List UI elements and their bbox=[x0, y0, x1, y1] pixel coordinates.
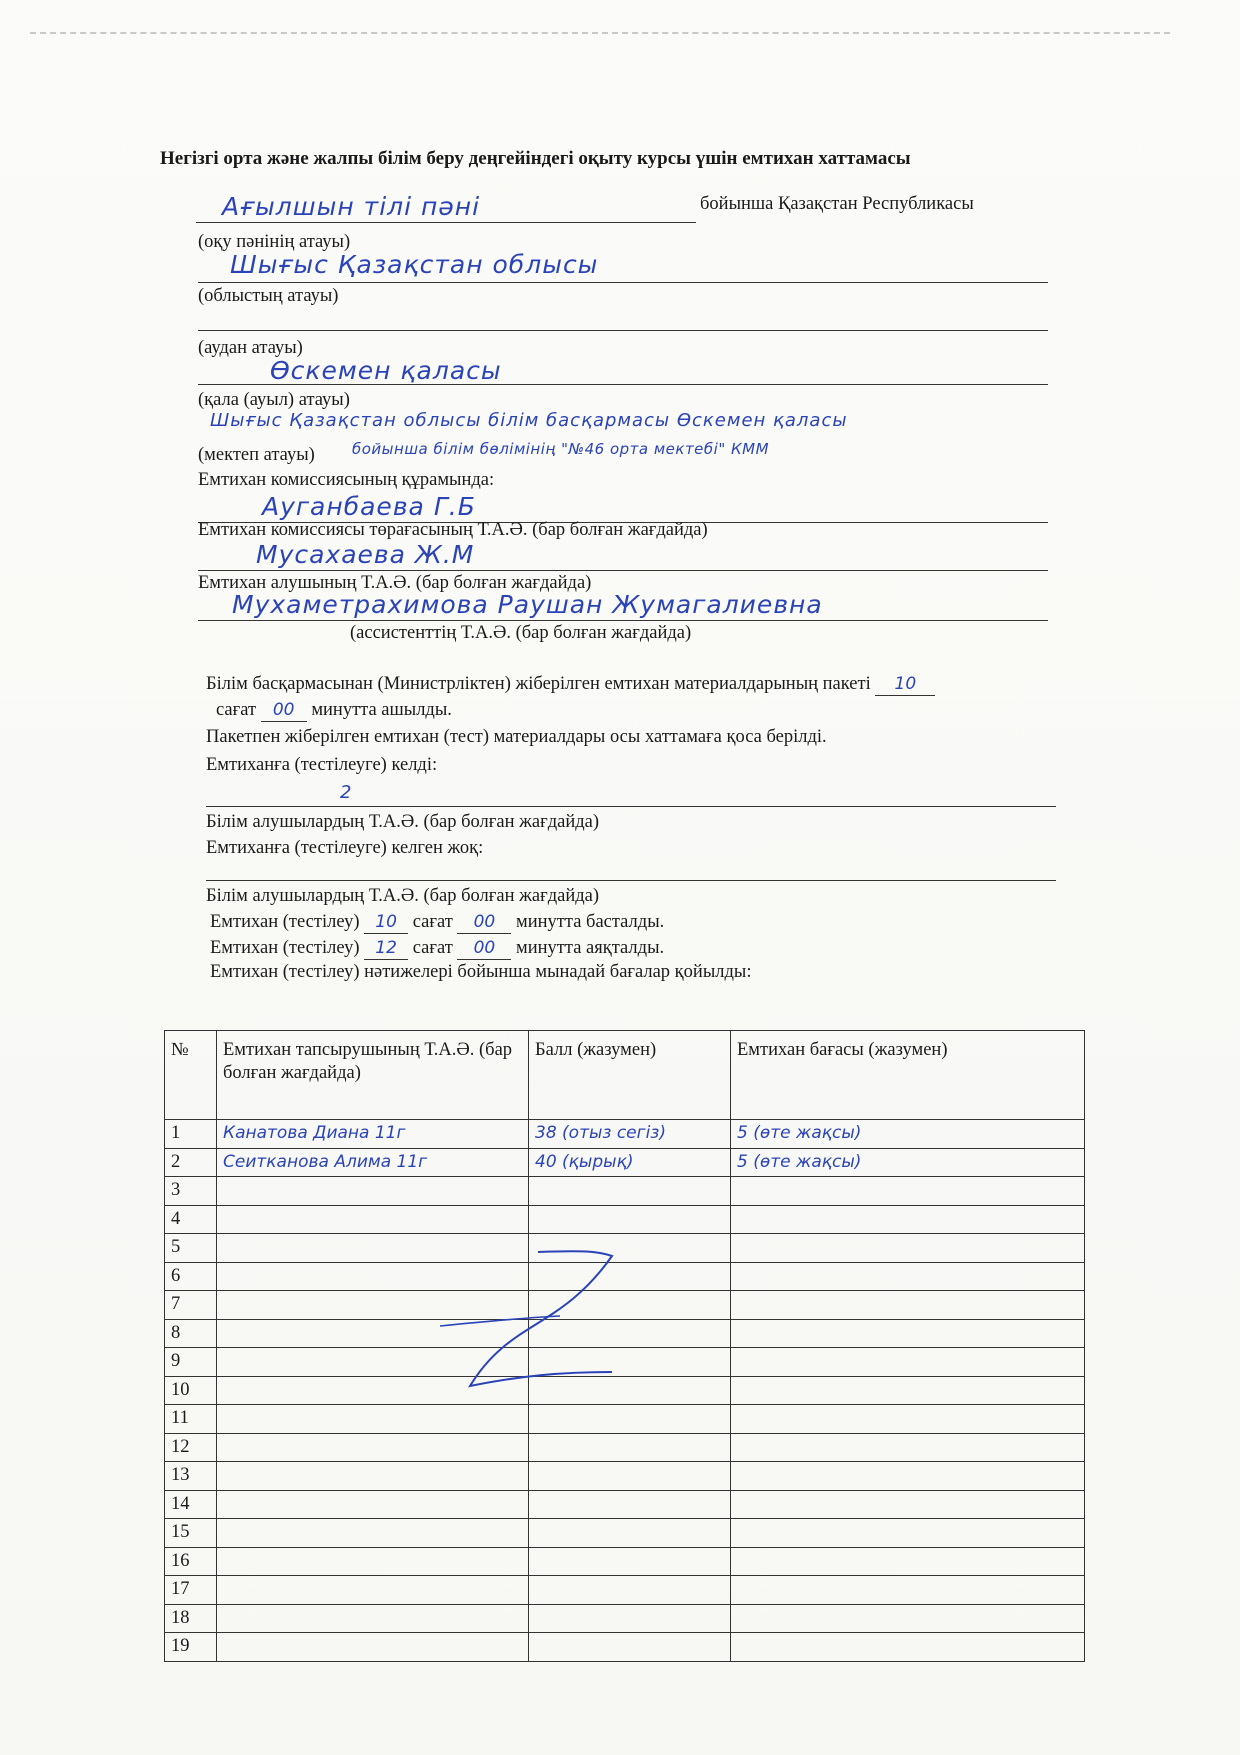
district-line bbox=[198, 330, 1048, 331]
city-handwritten: Өскемен қаласы bbox=[270, 356, 502, 385]
row-score bbox=[529, 1319, 731, 1348]
row-name bbox=[217, 1633, 529, 1662]
table-row bbox=[165, 1547, 1085, 1576]
row-name bbox=[217, 1262, 529, 1291]
start-sentence bbox=[210, 912, 664, 934]
row-number: 10 bbox=[165, 1376, 217, 1405]
city-line bbox=[198, 384, 1048, 385]
table-row bbox=[165, 1348, 1085, 1377]
row-grade bbox=[731, 1291, 1085, 1320]
table-row bbox=[165, 1376, 1085, 1405]
row-score bbox=[529, 1519, 731, 1548]
scan-edge-line bbox=[30, 32, 1170, 34]
table-row bbox=[165, 1433, 1085, 1462]
row-number: 12 bbox=[165, 1433, 217, 1462]
commission-label: Емтихан комиссиясының құрамында: bbox=[198, 470, 495, 490]
row-grade bbox=[731, 1376, 1085, 1405]
start-hour-field bbox=[364, 912, 408, 934]
absent-line bbox=[206, 880, 1056, 881]
row-score bbox=[529, 1576, 731, 1605]
row-score bbox=[529, 1234, 731, 1263]
row-name bbox=[217, 1291, 529, 1320]
row-number: 9 bbox=[165, 1348, 217, 1377]
row-grade bbox=[731, 1519, 1085, 1548]
row-name bbox=[217, 1405, 529, 1434]
package-hour-field bbox=[875, 674, 935, 696]
table-row bbox=[165, 1234, 1085, 1263]
row-number: 8 bbox=[165, 1319, 217, 1348]
subject-label: (оқу пәнінің атауы) bbox=[198, 232, 351, 252]
table-row bbox=[165, 1291, 1085, 1320]
row-number: 16 bbox=[165, 1547, 217, 1576]
header-number: № bbox=[165, 1031, 217, 1120]
row-number: 18 bbox=[165, 1604, 217, 1633]
package-minute: 00 bbox=[272, 700, 295, 720]
row-grade bbox=[731, 1576, 1085, 1605]
row-score bbox=[529, 1348, 731, 1377]
start-minute: 00 bbox=[473, 912, 496, 932]
came-names-label: Білім алушылардың Т.А.Ә. (бар болған жағдайда) bbox=[206, 812, 600, 832]
package-hour-word: сағат bbox=[216, 700, 257, 720]
package-minute-field bbox=[261, 700, 307, 722]
row-name bbox=[217, 1490, 529, 1519]
came-line bbox=[206, 806, 1056, 807]
row-grade bbox=[731, 1490, 1085, 1519]
school-handwritten-line2: бойынша білім бөлімінің "№46 орта мектебі" КММ bbox=[352, 440, 770, 458]
row-score bbox=[529, 1462, 731, 1491]
row-score bbox=[529, 1433, 731, 1462]
table-row bbox=[165, 1490, 1085, 1519]
examiner-handwritten: Мусахаева Ж.М bbox=[256, 540, 475, 569]
row-score bbox=[529, 1177, 731, 1206]
row-name bbox=[217, 1234, 529, 1263]
row-number: 17 bbox=[165, 1576, 217, 1605]
row-number: 11 bbox=[165, 1405, 217, 1434]
package-hour: 10 bbox=[894, 674, 917, 694]
row-grade bbox=[731, 1433, 1085, 1462]
start-suffix: минутта басталды. bbox=[516, 912, 665, 932]
city-label: (қала (ауыл) атауы) bbox=[198, 390, 350, 410]
chairman-label: Емтихан комиссиясы төрағасының Т.А.Ә. (бар болған жағдайда) bbox=[198, 520, 708, 540]
row-name: Канатова Диана 11г bbox=[217, 1120, 529, 1149]
header-grade: Емтихан бағасы (жазумен) bbox=[731, 1031, 1085, 1120]
header-name: Емтихан тапсырушының Т.А.Ә. (бар болған жағдайда) bbox=[217, 1031, 529, 1120]
row-name bbox=[217, 1576, 529, 1605]
package-sentence bbox=[206, 674, 935, 696]
row-name bbox=[217, 1604, 529, 1633]
table-row bbox=[165, 1405, 1085, 1434]
row-grade bbox=[731, 1462, 1085, 1491]
region-label: (облыстың атауы) bbox=[198, 286, 339, 306]
end-suffix: минутта аяқталды. bbox=[516, 938, 665, 958]
row-grade bbox=[731, 1234, 1085, 1263]
table-row bbox=[165, 1319, 1085, 1348]
row-number: 3 bbox=[165, 1177, 217, 1206]
row-grade bbox=[731, 1633, 1085, 1662]
row-name: Сеитканова Алима 11г bbox=[217, 1148, 529, 1177]
subject-handwritten: Ағылшын тілі пәні bbox=[222, 192, 481, 221]
assistant-line bbox=[198, 620, 1048, 621]
grades-intro: Емтихан (тестілеу) нәтижелері бойынша мынадай бағалар қойылды: bbox=[210, 962, 752, 982]
subject-line bbox=[196, 222, 696, 223]
row-name bbox=[217, 1462, 529, 1491]
school-label: (мектеп атауы) bbox=[198, 445, 315, 465]
row-grade bbox=[731, 1348, 1085, 1377]
absent-names-label: Білім алушылардың Т.А.Ә. (бар болған жағдайда) bbox=[206, 886, 600, 906]
table-row bbox=[165, 1576, 1085, 1605]
end-minute-field bbox=[457, 938, 511, 960]
table-row bbox=[165, 1519, 1085, 1548]
package-time-sentence bbox=[216, 700, 452, 722]
start-hour: 10 bbox=[375, 912, 397, 932]
region-handwritten: Шығыс Қазақстан облысы bbox=[230, 250, 599, 279]
package-minute-word: минутта ашылды. bbox=[311, 700, 452, 720]
absent-label: Емтиханға (тестілеуге) келген жоқ: bbox=[206, 838, 484, 858]
table-header-row bbox=[165, 1031, 1085, 1120]
row-name bbox=[217, 1177, 529, 1206]
table-row bbox=[165, 1205, 1085, 1234]
row-score bbox=[529, 1405, 731, 1434]
row-grade bbox=[731, 1177, 1085, 1206]
table-row bbox=[165, 1462, 1085, 1491]
end-minute: 00 bbox=[473, 938, 496, 958]
table-row bbox=[165, 1604, 1085, 1633]
end-hour: 12 bbox=[375, 938, 397, 958]
table-row bbox=[165, 1262, 1085, 1291]
document-title: Негізгі орта және жалпы білім беру деңгейіндегі оқыту курсы үшін емтихан хаттамасы bbox=[160, 148, 911, 169]
table-row bbox=[165, 1633, 1085, 1662]
end-hour-word: сағат bbox=[412, 938, 453, 958]
row-score bbox=[529, 1291, 731, 1320]
row-grade bbox=[731, 1547, 1085, 1576]
row-number: 5 bbox=[165, 1234, 217, 1263]
row-grade: 5 (өте жақсы) bbox=[731, 1120, 1085, 1149]
row-number: 2 bbox=[165, 1148, 217, 1177]
district-label: (аудан атауы) bbox=[198, 338, 303, 358]
assistant-handwritten: Мухаметрахимова Раушан Жумагалиевна bbox=[232, 590, 823, 619]
package-text: Білім басқармасынан (Министрліктен) жіберілген емтихан материалдарының пакеті bbox=[206, 674, 871, 694]
row-score bbox=[529, 1205, 731, 1234]
row-score bbox=[529, 1490, 731, 1519]
came-count-handwritten: 2 bbox=[340, 782, 353, 803]
table-row bbox=[165, 1148, 1085, 1177]
start-prefix: Емтихан (тестілеу) bbox=[210, 912, 360, 932]
row-grade: 5 (өте жақсы) bbox=[731, 1148, 1085, 1177]
table-row bbox=[165, 1120, 1085, 1149]
row-number: 6 bbox=[165, 1262, 217, 1291]
results-table-body bbox=[165, 1120, 1085, 1662]
examiner-label: Емтихан алушының Т.А.Ә. (бар болған жағдайда) bbox=[198, 573, 592, 593]
row-number: 14 bbox=[165, 1490, 217, 1519]
examiner-line bbox=[198, 570, 1048, 571]
row-grade bbox=[731, 1604, 1085, 1633]
header-score: Балл (жазумен) bbox=[529, 1031, 731, 1120]
row-grade bbox=[731, 1262, 1085, 1291]
subject-suffix: бойынша Қазақстан Республикасы bbox=[700, 194, 974, 214]
came-label: Емтиханға (тестілеуге) келді: bbox=[206, 755, 438, 775]
row-number: 1 bbox=[165, 1120, 217, 1149]
row-name bbox=[217, 1547, 529, 1576]
row-number: 19 bbox=[165, 1633, 217, 1662]
end-sentence bbox=[210, 938, 664, 960]
row-name bbox=[217, 1433, 529, 1462]
row-name bbox=[217, 1205, 529, 1234]
row-name bbox=[217, 1319, 529, 1348]
row-name bbox=[217, 1376, 529, 1405]
row-grade bbox=[731, 1319, 1085, 1348]
row-number: 13 bbox=[165, 1462, 217, 1491]
row-name bbox=[217, 1348, 529, 1377]
row-score bbox=[529, 1604, 731, 1633]
row-name bbox=[217, 1519, 529, 1548]
row-score bbox=[529, 1376, 731, 1405]
row-number: 4 bbox=[165, 1205, 217, 1234]
results-table bbox=[164, 1030, 1085, 1662]
row-score bbox=[529, 1262, 731, 1291]
table-row bbox=[165, 1177, 1085, 1206]
materials-attached: Пакетпен жіберілген емтихан (тест) материалдары осы хаттамаға қоса берілді. bbox=[206, 727, 827, 747]
chairman-handwritten: Ауганбаева Г.Б bbox=[262, 492, 476, 521]
row-number: 15 bbox=[165, 1519, 217, 1548]
row-score: 40 (қырық) bbox=[529, 1148, 731, 1177]
row-grade bbox=[731, 1405, 1085, 1434]
row-score: 38 (отыз сегіз) bbox=[529, 1120, 731, 1149]
row-score bbox=[529, 1633, 731, 1662]
row-number: 7 bbox=[165, 1291, 217, 1320]
school-handwritten-line1: Шығыс Қазақстан облысы білім басқармасы Өскемен қаласы bbox=[210, 410, 848, 431]
row-grade bbox=[731, 1205, 1085, 1234]
end-prefix: Емтихан (тестілеу) bbox=[210, 938, 360, 958]
start-minute-field bbox=[457, 912, 511, 934]
region-line bbox=[198, 282, 1048, 283]
start-hour-word: сағат bbox=[412, 912, 453, 932]
end-hour-field bbox=[364, 938, 408, 960]
assistant-label: (ассистенттің Т.А.Ә. (бар болған жағдайда) bbox=[350, 623, 692, 643]
row-score bbox=[529, 1547, 731, 1576]
